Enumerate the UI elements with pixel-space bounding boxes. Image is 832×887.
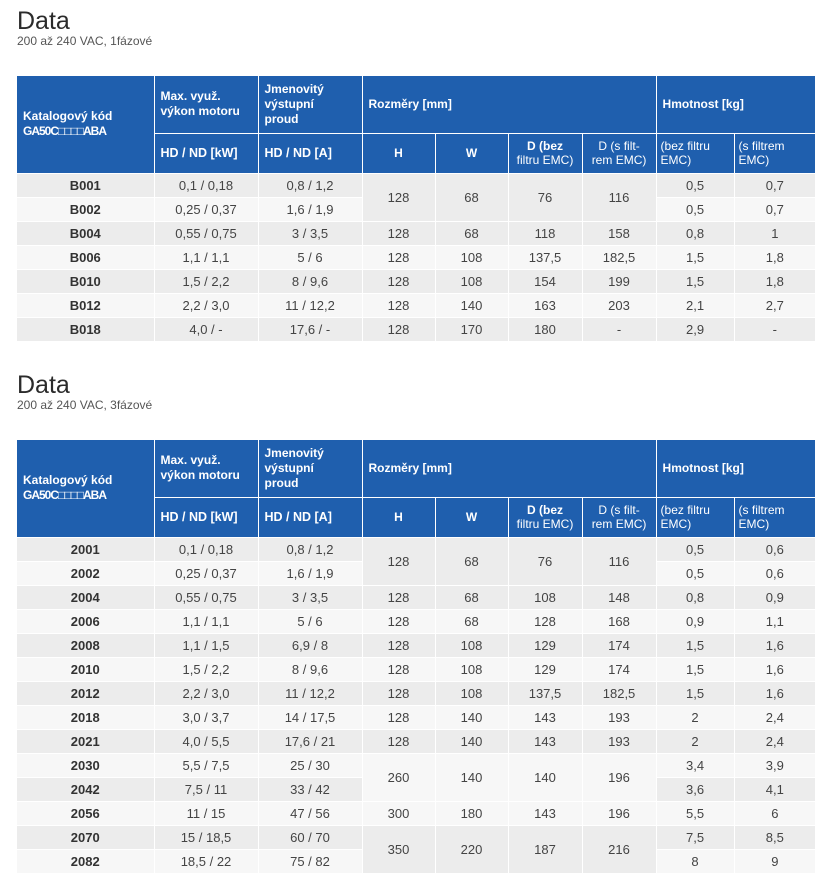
cell-power: 0,25 / 0,37 [154,197,258,221]
cell-w: 108 [435,681,508,705]
cell-w: 108 [435,657,508,681]
cell-code: 2006 [17,609,154,633]
cell-d-filter: 193 [582,729,656,753]
cell-weight-filter: 1,6 [734,657,815,681]
table-row [17,633,815,657]
table-row [17,293,815,317]
header-weight-no-filter-line1: (bez filtru [660,503,710,517]
cell-power: 18,5 / 22 [154,849,258,873]
cell-code: 2004 [17,585,154,609]
header-power-sub: HD / ND [kW] [154,497,258,537]
cell-h: 128 [362,585,435,609]
header-weight-filter-line2: EMC) [738,153,770,167]
header-weight-no-filter [656,133,734,173]
cell-power: 4,0 / - [154,317,258,341]
cell-weight-no-filter: 1,5 [656,245,734,269]
cell-current: 1,6 / 1,9 [258,561,362,585]
cell-d-filter: - [582,317,656,341]
cell-h: 128 [362,173,435,221]
header-power-sub: HD / ND [kW] [154,133,258,173]
cell-d-no-filter: 143 [508,705,582,729]
cell-current: 33 / 42 [258,777,362,801]
cell-code: 2070 [17,825,154,849]
cell-current: 1,6 / 1,9 [258,197,362,221]
cell-weight-filter: 1,8 [734,269,815,293]
cell-weight-no-filter: 1,5 [656,269,734,293]
cell-weight-filter: 0,7 [734,173,815,197]
cell-h: 128 [362,657,435,681]
cell-d-no-filter: 143 [508,801,582,825]
header-h: H [362,133,435,173]
header-power-line2: výkon motoru [160,468,240,483]
cell-weight-no-filter: 0,9 [656,609,734,633]
cell-d-filter: 196 [582,801,656,825]
header-dimensions: Rozměry [mm] [362,76,656,133]
cell-code: 2012 [17,681,154,705]
cell-power: 2,2 / 3,0 [154,681,258,705]
header-current-line2: výstupní [264,96,314,111]
cell-current: 3 / 3,5 [258,221,362,245]
cell-d-no-filter: 129 [508,633,582,657]
cell-d-filter: 199 [582,269,656,293]
header-d-filter-line1: D (s filt- [598,139,640,153]
cell-h: 128 [362,609,435,633]
cell-h: 128 [362,705,435,729]
table-row [17,729,815,753]
header-d-no-filter-line1: D (bez [527,503,563,517]
table-row [17,245,815,269]
cell-power: 0,1 / 0,18 [154,173,258,197]
header-weight-no-filter-line2: EMC) [660,517,692,531]
cell-current: 11 / 12,2 [258,681,362,705]
cell-h: 128 [362,537,435,585]
cell-power: 1,5 / 2,2 [154,269,258,293]
header-current-line1: Jmenovitý [264,445,324,460]
header-power-line2: výkon motoru [160,104,240,119]
cell-d-no-filter: 129 [508,657,582,681]
cell-d-no-filter: 140 [508,753,582,801]
cell-weight-filter: - [734,317,815,341]
cell-h: 128 [362,221,435,245]
header-catalog-line2: GA50C□□□□ABA [23,488,107,503]
header-weight-filter [734,497,815,537]
cell-w: 68 [435,585,508,609]
cell-d-filter: 216 [582,825,656,873]
cell-weight-filter: 0,6 [734,537,815,561]
spec-table-three-phase [17,440,815,874]
cell-code: B018 [17,317,154,341]
cell-weight-no-filter: 5,5 [656,801,734,825]
cell-current: 3 / 3,5 [258,585,362,609]
cell-weight-no-filter: 1,5 [656,633,734,657]
cell-h: 350 [362,825,435,873]
cell-weight-filter: 8,5 [734,825,815,849]
header-current-line3: proud [264,475,299,490]
cell-code: B001 [17,173,154,197]
cell-code: B012 [17,293,154,317]
cell-weight-filter: 1 [734,221,815,245]
table-row [17,221,815,245]
cell-d-filter: 174 [582,633,656,657]
cell-weight-no-filter: 0,5 [656,561,734,585]
section-subtitle: 200 až 240 VAC, 1fázové [17,34,153,48]
header-catalog-code [17,76,154,173]
header-weight-filter-line1: (s filtrem [738,503,785,517]
cell-power: 1,1 / 1,1 [154,245,258,269]
cell-w: 140 [435,753,508,801]
cell-h: 128 [362,293,435,317]
cell-power: 11 / 15 [154,801,258,825]
header-weight-no-filter [656,497,734,537]
cell-current: 6,9 / 8 [258,633,362,657]
cell-power: 3,0 / 3,7 [154,705,258,729]
cell-power: 0,55 / 0,75 [154,585,258,609]
cell-d-no-filter: 154 [508,269,582,293]
cell-power: 5,5 / 7,5 [154,753,258,777]
cell-d-filter: 116 [582,537,656,585]
table-row [17,317,815,341]
cell-w: 220 [435,825,508,873]
cell-code: B002 [17,197,154,221]
cell-w: 170 [435,317,508,341]
cell-d-no-filter: 128 [508,609,582,633]
cell-d-filter: 168 [582,609,656,633]
cell-code: 2010 [17,657,154,681]
cell-power: 1,1 / 1,1 [154,609,258,633]
table-row [17,269,815,293]
cell-weight-filter: 2,4 [734,729,815,753]
cell-d-no-filter: 137,5 [508,681,582,705]
header-d-no-filter [508,497,582,537]
header-w: W [435,133,508,173]
cell-weight-filter: 3,9 [734,753,815,777]
cell-d-no-filter: 163 [508,293,582,317]
header-weight-no-filter-line2: EMC) [660,153,692,167]
header-current [258,76,362,133]
cell-d-no-filter: 137,5 [508,245,582,269]
cell-current: 75 / 82 [258,849,362,873]
cell-weight-filter: 2,4 [734,705,815,729]
spec-table-single-phase [17,76,815,342]
cell-weight-no-filter: 8 [656,849,734,873]
table-row [17,681,815,705]
cell-current: 60 / 70 [258,825,362,849]
cell-h: 300 [362,801,435,825]
cell-d-no-filter: 108 [508,585,582,609]
section-single-phase [17,8,815,48]
cell-current: 5 / 6 [258,609,362,633]
cell-code: 2001 [17,537,154,561]
cell-weight-no-filter: 2,9 [656,317,734,341]
cell-weight-no-filter: 0,5 [656,537,734,561]
cell-d-no-filter: 76 [508,537,582,585]
cell-weight-filter: 1,1 [734,609,815,633]
table-row [17,585,815,609]
cell-weight-no-filter: 2 [656,729,734,753]
cell-weight-filter: 2,7 [734,293,815,317]
cell-d-no-filter: 118 [508,221,582,245]
cell-current: 14 / 17,5 [258,705,362,729]
cell-weight-no-filter: 2,1 [656,293,734,317]
cell-power: 2,2 / 3,0 [154,293,258,317]
cell-w: 108 [435,269,508,293]
cell-code: B010 [17,269,154,293]
cell-weight-no-filter: 0,8 [656,221,734,245]
cell-power: 0,25 / 0,37 [154,561,258,585]
cell-weight-no-filter: 0,5 [656,197,734,221]
header-d-no-filter-line1: D (bez [527,139,563,153]
cell-d-filter: 116 [582,173,656,221]
header-current-line2: výstupní [264,460,314,475]
table-row [17,753,815,777]
cell-weight-no-filter: 0,5 [656,173,734,197]
section-three-phase [17,372,815,412]
cell-h: 128 [362,317,435,341]
cell-power: 4,0 / 5,5 [154,729,258,753]
header-d-filter-line1: D (s filt- [598,503,640,517]
cell-weight-filter: 0,6 [734,561,815,585]
cell-code: 2030 [17,753,154,777]
cell-current: 11 / 12,2 [258,293,362,317]
cell-current: 8 / 9,6 [258,657,362,681]
cell-d-no-filter: 180 [508,317,582,341]
header-current-line1: Jmenovitý [264,81,324,96]
cell-w: 68 [435,173,508,221]
cell-current: 17,6 / - [258,317,362,341]
cell-weight-no-filter: 0,8 [656,585,734,609]
cell-w: 140 [435,729,508,753]
cell-power: 7,5 / 11 [154,777,258,801]
header-power [154,76,258,133]
cell-weight-filter: 6 [734,801,815,825]
header-catalog-line1: Katalogový kód [23,109,113,124]
cell-code: 2042 [17,777,154,801]
cell-w: 68 [435,221,508,245]
cell-code: 2056 [17,801,154,825]
cell-d-no-filter: 143 [508,729,582,753]
header-current-line3: proud [264,111,299,126]
header-w: W [435,497,508,537]
cell-current: 25 / 30 [258,753,362,777]
cell-d-filter: 148 [582,585,656,609]
header-weight-no-filter-line1: (bez filtru [660,139,710,153]
cell-weight-filter: 0,7 [734,197,815,221]
header-weight-filter-line2: EMC) [738,517,770,531]
header-weight-filter-line1: (s filtrem [738,139,785,153]
cell-code: B006 [17,245,154,269]
table-row [17,705,815,729]
header-d-filter [582,497,656,537]
cell-code: B004 [17,221,154,245]
header-weight: Hmotnost [kg] [656,76,815,133]
header-weight: Hmotnost [kg] [656,440,815,497]
cell-power: 1,5 / 2,2 [154,657,258,681]
section-title: Data [17,371,70,399]
table-row [17,537,815,561]
cell-current: 47 / 56 [258,801,362,825]
cell-power: 0,55 / 0,75 [154,221,258,245]
cell-current: 8 / 9,6 [258,269,362,293]
header-current-sub: HD / ND [A] [258,497,362,537]
table-row [17,173,815,197]
header-d-no-filter [508,133,582,173]
header-d-no-filter-line2: filtru EMC) [516,517,574,531]
table-row [17,609,815,633]
cell-d-filter: 182,5 [582,245,656,269]
header-d-filter-line2: rem EMC) [591,153,647,167]
cell-w: 108 [435,245,508,269]
header-current-sub: HD / ND [A] [258,133,362,173]
cell-d-filter: 196 [582,753,656,801]
cell-code: 2008 [17,633,154,657]
cell-power: 15 / 18,5 [154,825,258,849]
cell-d-no-filter: 76 [508,173,582,221]
table-row [17,657,815,681]
table-row [17,801,815,825]
cell-weight-filter: 0,9 [734,585,815,609]
cell-weight-filter: 1,8 [734,245,815,269]
cell-w: 68 [435,537,508,585]
cell-code: 2018 [17,705,154,729]
cell-d-filter: 158 [582,221,656,245]
cell-w: 140 [435,705,508,729]
cell-code: 2082 [17,849,154,873]
cell-h: 128 [362,729,435,753]
cell-h: 128 [362,245,435,269]
cell-weight-no-filter: 3,4 [656,753,734,777]
cell-d-no-filter: 187 [508,825,582,873]
cell-weight-filter: 4,1 [734,777,815,801]
cell-power: 1,1 / 1,5 [154,633,258,657]
header-d-no-filter-line2: filtru EMC) [516,153,574,167]
header-catalog-line1: Katalogový kód [23,473,113,488]
cell-w: 68 [435,609,508,633]
cell-w: 108 [435,633,508,657]
cell-weight-no-filter: 7,5 [656,825,734,849]
cell-current: 0,8 / 1,2 [258,537,362,561]
section-subtitle: 200 až 240 VAC, 3fázové [17,398,153,412]
header-current [258,440,362,497]
cell-current: 0,8 / 1,2 [258,173,362,197]
cell-weight-no-filter: 2 [656,705,734,729]
cell-weight-filter: 1,6 [734,681,815,705]
cell-weight-filter: 9 [734,849,815,873]
header-weight-filter [734,133,815,173]
header-h: H [362,497,435,537]
cell-h: 128 [362,633,435,657]
header-power [154,440,258,497]
cell-h: 128 [362,681,435,705]
cell-current: 5 / 6 [258,245,362,269]
cell-current: 17,6 / 21 [258,729,362,753]
cell-power: 0,1 / 0,18 [154,537,258,561]
section-title: Data [17,7,70,35]
cell-code: 2021 [17,729,154,753]
cell-code: 2002 [17,561,154,585]
cell-weight-no-filter: 1,5 [656,681,734,705]
cell-d-filter: 174 [582,657,656,681]
cell-weight-no-filter: 1,5 [656,657,734,681]
cell-d-filter: 203 [582,293,656,317]
header-d-filter [582,133,656,173]
cell-w: 140 [435,293,508,317]
header-dimensions: Rozměry [mm] [362,440,656,497]
header-power-line1: Max. využ. [160,89,221,104]
header-d-filter-line2: rem EMC) [591,517,647,531]
header-power-line1: Max. využ. [160,453,221,468]
cell-h: 260 [362,753,435,801]
cell-h: 128 [362,269,435,293]
header-catalog-code [17,440,154,537]
cell-d-filter: 193 [582,705,656,729]
cell-weight-filter: 1,6 [734,633,815,657]
cell-weight-no-filter: 3,6 [656,777,734,801]
table-row [17,825,815,849]
cell-d-filter: 182,5 [582,681,656,705]
cell-w: 180 [435,801,508,825]
header-catalog-line2: GA50C□□□□ABA [23,124,107,139]
